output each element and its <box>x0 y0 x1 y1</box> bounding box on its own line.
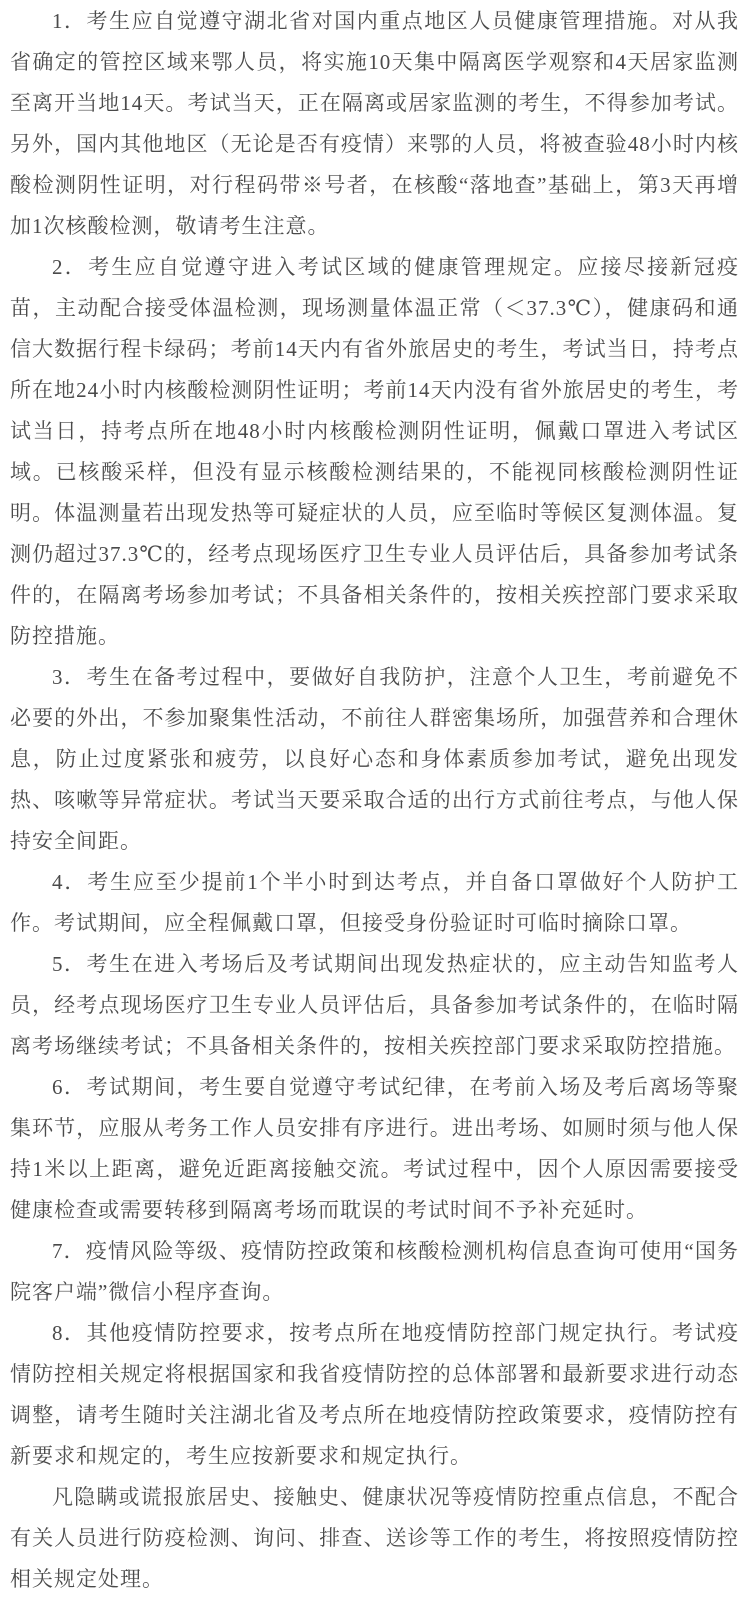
paragraph-3: 3．考生在备考过程中，要做好自我防护，注意个人卫生，考前避免不必要的外出，不参加聚集性活动，不前往人群密集场所，加强营养和合理休息，防止过度紧张和疲劳，以良好心态和身体素质参加考试，避免出现发热、咳嗽等异常症状。考试当天要采取合适的出行方式前往考点，与他人保持安全间距。 <box>10 665 739 853</box>
paragraph-5: 5．考生在进入考场后及考试期间出现发热症状的，应主动告知监考人员，经考点现场医疗卫生专业人员评估后，具备参加考试条件的，在临时隔离考场继续考试；不具备相关条件的，按相关疾控部门要求采取防控措施。 <box>10 952 739 1058</box>
paragraph-1: 1．考生应自觉遵守湖北省对国内重点地区人员健康管理措施。对从我省确定的管控区域来鄂人员，将实施10天集中隔离医学观察和4天居家监测至离开当地14天。考试当天，正在隔离或居家监测的考生，不得参加考试。另外，国内其他地区（无论是否有疫情）来鄂的人员，将被查验48小时内核酸检测阴性证明，对行程码带※号者，在核酸“落地查”基础上，第3天再增加1次核酸检测，敬请考生注意。 <box>10 9 739 238</box>
paragraph-7: 7．疫情风险等级、疫情防控政策和核酸检测机构信息查询可使用“国务院客户端”微信小程序查询。 <box>10 1239 739 1304</box>
paragraph-2: 2．考生应自觉遵守进入考试区域的健康管理规定。应接尽接新冠疫苗，主动配合接受体温检测，现场测量体温正常（＜37.3℃），健康码和通信大数据行程卡绿码；考前14天内有省外旅居史的考生，考试当日，持考点所在地24小时内核酸检测阴性证明；考前14天内没有省外旅居史的考生，考试当日，持考点所在地48小时内核酸检测阴性证明，佩戴口罩进入考试区域。已核酸采样，但没有显示核酸检测结果的，不能视同核酸检测阴性证明。体温测量若出现发热等可疑症状的人员，应至临时等候区复测体温。复测仍超过37.3℃的，经考点现场医疗卫生专业人员评估后，具备参加考试条件的，在隔离考场参加考试；不具备相关条件的，按相关疾控部门要求采取防控措施。 <box>10 255 739 648</box>
paragraph-6: 6．考试期间，考生要自觉遵守考试纪律，在考前入场及考后离场等聚集环节，应服从考务工作人员安排有序进行。进出考场、如厕时须与他人保持1米以上距离，避免近距离接触交流。考试过程中，因个人原因需要接受健康检查或需要转移到隔离考场而耽误的考试时间不予补充延时。 <box>10 1075 739 1222</box>
paragraph-9: 凡隐瞒或谎报旅居史、接触史、健康状况等疫情防控重点信息，不配合有关人员进行防疫检测、询问、排查、送诊等工作的考生，将按照疫情防控相关规定处理。 <box>10 1485 739 1591</box>
paragraph-8: 8．其他疫情防控要求，按考点所在地疫情防控部门规定执行。考试疫情防控相关规定将根据国家和我省疫情防控的总体部署和最新要求进行动态调整，请考生随时关注湖北省及考点所在地疫情防控政策要求，疫情防控有新要求和规定的，考生应按新要求和规定执行。 <box>10 1321 739 1468</box>
paragraph-4: 4．考生应至少提前1个半小时到达考点，并自备口罩做好个人防护工作。考试期间，应全程佩戴口罩，但接受身份验证时可临时摘除口罩。 <box>10 870 739 935</box>
